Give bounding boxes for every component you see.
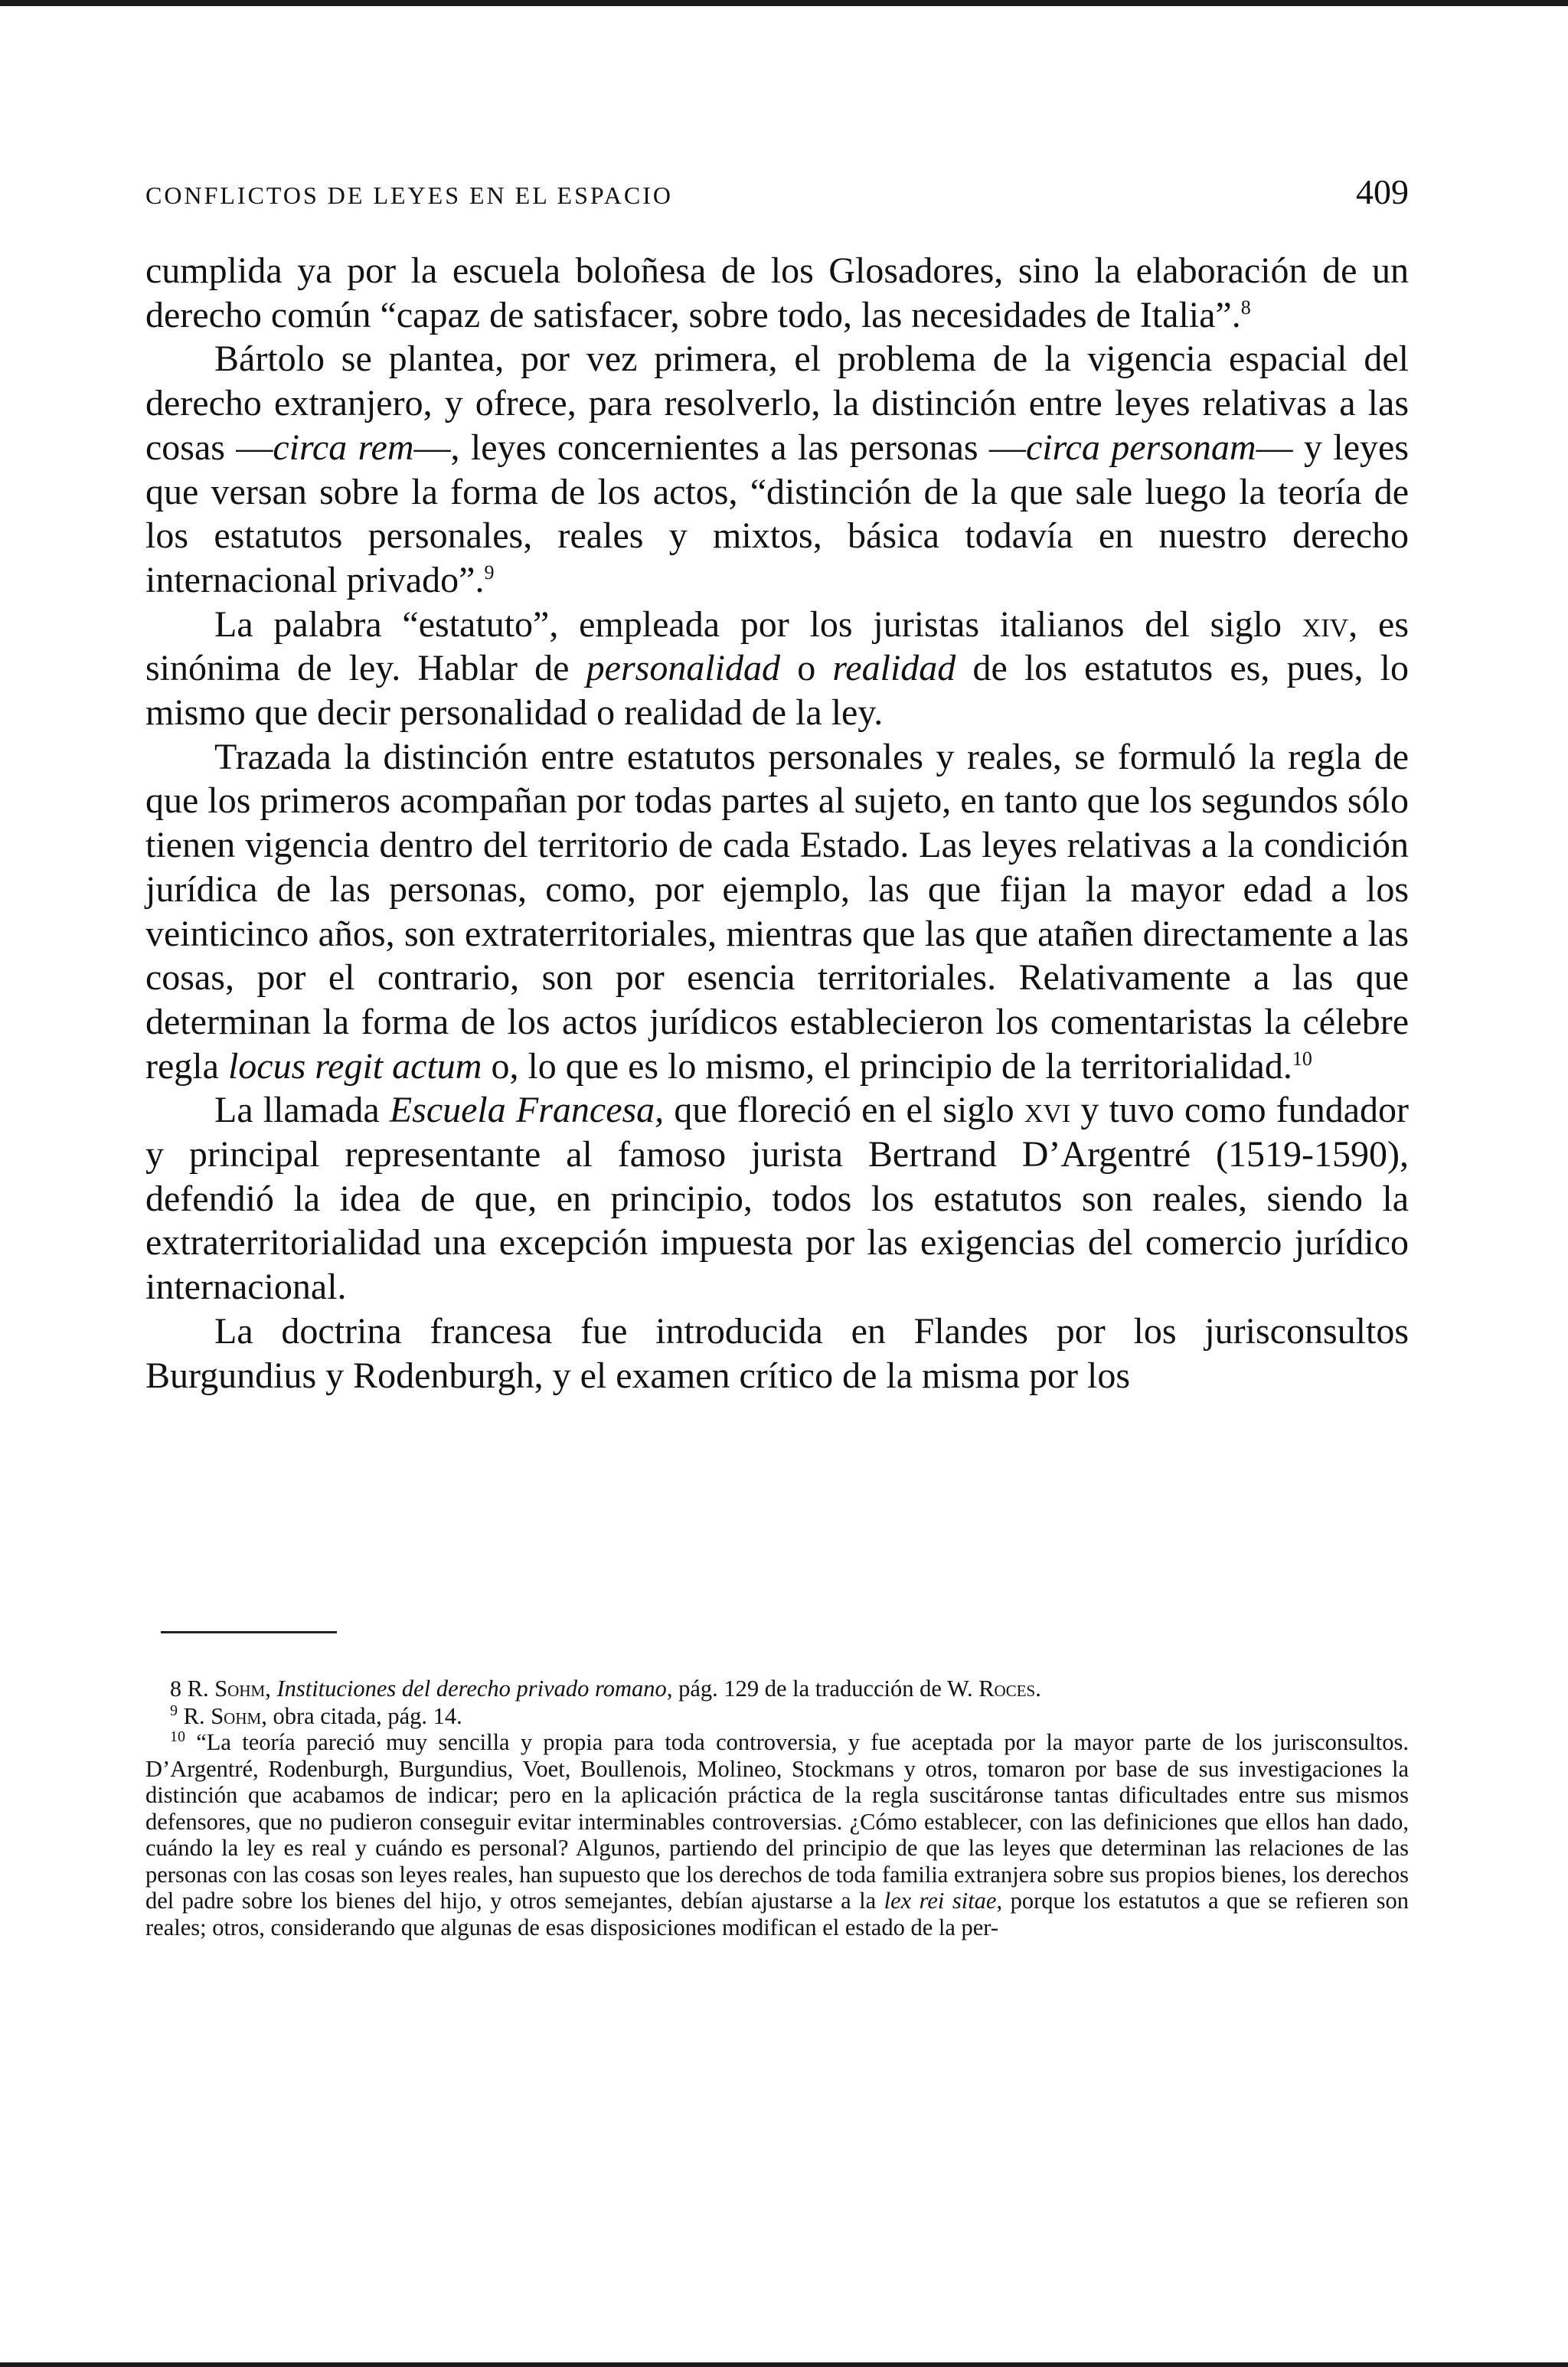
footnotes (145, 1676, 1409, 1940)
scan-edge-top (0, 0, 1568, 6)
paragraph-4: Trazada la distinción entre estatutos personales y reales, se formuló la regla de que los primeros acompañan por todas partes al sujeto, en tanto que los segundos sólo tienen vigencia dentro del territorio de cada Estado. Las leyes relativas a la condición jurídica de las personas, como, por ejemplo, las que fijan la mayor edad a los veinticinco años, son extraterritoriales, mientras que las que atañen directamente a las cosas, por el contrario, son por esencia territoriales. Relativamente a las que determinan la forma de los actos jurídicos establecieron los comentaristas la célebre regla locus regit actum o, lo que es lo mismo, el principio de la territorialidad.$^{10}$ (145, 736, 1409, 1087)
page-number: 409 (1356, 172, 1409, 211)
footnote-8: 8 R. Sohm, Instituciones del derecho privado romano, pág. 129 de la traducción de W. Roces. (170, 1676, 1041, 1702)
paragraph-1: cumplida ya por la escuela boloñesa de los Glosadores, sino la elaboración de un derecho común “capaz de satisfacer, sobre todo, las necesidades de Italia”.$^8$ (145, 250, 1409, 335)
footnote-9: $^9$ R. Sohm, obra citada, pág. 14. (170, 1702, 462, 1729)
paragraph-2: Bártolo se plantea, por vez primera, el problema de la vigencia espacial del derecho extranjero, y ofrece, para resolverlo, la distinción entre leyes relativas a las cosas —circa rem—, leyes concernientes a las personas —circa personam— y leyes que versan sobre la forma de los actos, “distinción de la que sale luego la teoría de los estatutos personales, reales y mixtos, básica todavía en nuestro derecho internacional privado”.$^9$ (145, 338, 1410, 600)
footnote-ref-9: 9 (484, 561, 495, 584)
page-header (145, 172, 1409, 212)
footnote-10: $^{10}$ “La teoría pareció muy sencilla y propia para toda controversia, y fue aceptada por la mayor parte de los jurisconsultos. D’Argentré, Rodenburgh, Burgundius, Voet, Boullenois, Molineo, Stockmans y otros, tomaron por base de sus investigaciones la distinción que acabamos de indicar; pero en la aplicación práctica de la regla suscitáronse tantas dificultades entre sus mismos defensores, que no pudieron conseguir evitar interminables controversias. ¿Cómo establecer, con las definiciones que ellos han dado, cuándo la ley es real y cuándo es personal? Algunos, partiendo del principio de que las leyes que determinan las relaciones de las personas con las cosas son leyes reales, han supuesto que los derechos de toda familia extranjera sobre sus propios bienes, los derechos del padre sobre los bienes del hijo, y otros semejantes, debían ajustarse a la lex rei sitae, porque los estatutos a que se refieren son reales; otros, considerando que algunas de esas disposiciones modifican el estado de la per- (145, 1728, 1410, 1940)
paragraph-6: La doctrina francesa fue introducida en Flandes por los jurisconsultos Burgundius y Rodenburgh, y el examen crítico de la misma por los (145, 1310, 1409, 1396)
footnote-ref-10: 10 (1292, 1047, 1312, 1070)
running-head: CONFLICTOS DE LEYES EN EL ESPACIO (145, 181, 673, 209)
footnote-ref-8: 8 (1240, 296, 1251, 319)
body-text (145, 249, 1409, 1398)
scan-edge-bottom (0, 2362, 1568, 2367)
footnote-separator (161, 1631, 337, 1633)
paragraph-3: La palabra “estatuto”, empleada por los juristas italianos del siglo xiv, es sinónima de ley. Hablar de personalidad o realidad de los estatutos es, pues, lo mismo que decir personalidad o realidad de la ley. (145, 603, 1410, 734)
paragraph-5: La llamada Escuela Francesa, que floreció en el siglo xvi y tuvo como fundador y principal representante al famoso jurista Bertrand D’Argentré (1519-1590), defendió la idea de que, en principio, todos los estatutos son reales, siendo la extraterritorialidad una excepción impuesta por las exigencias del comercio jurídico internacional. (145, 1090, 1410, 1308)
